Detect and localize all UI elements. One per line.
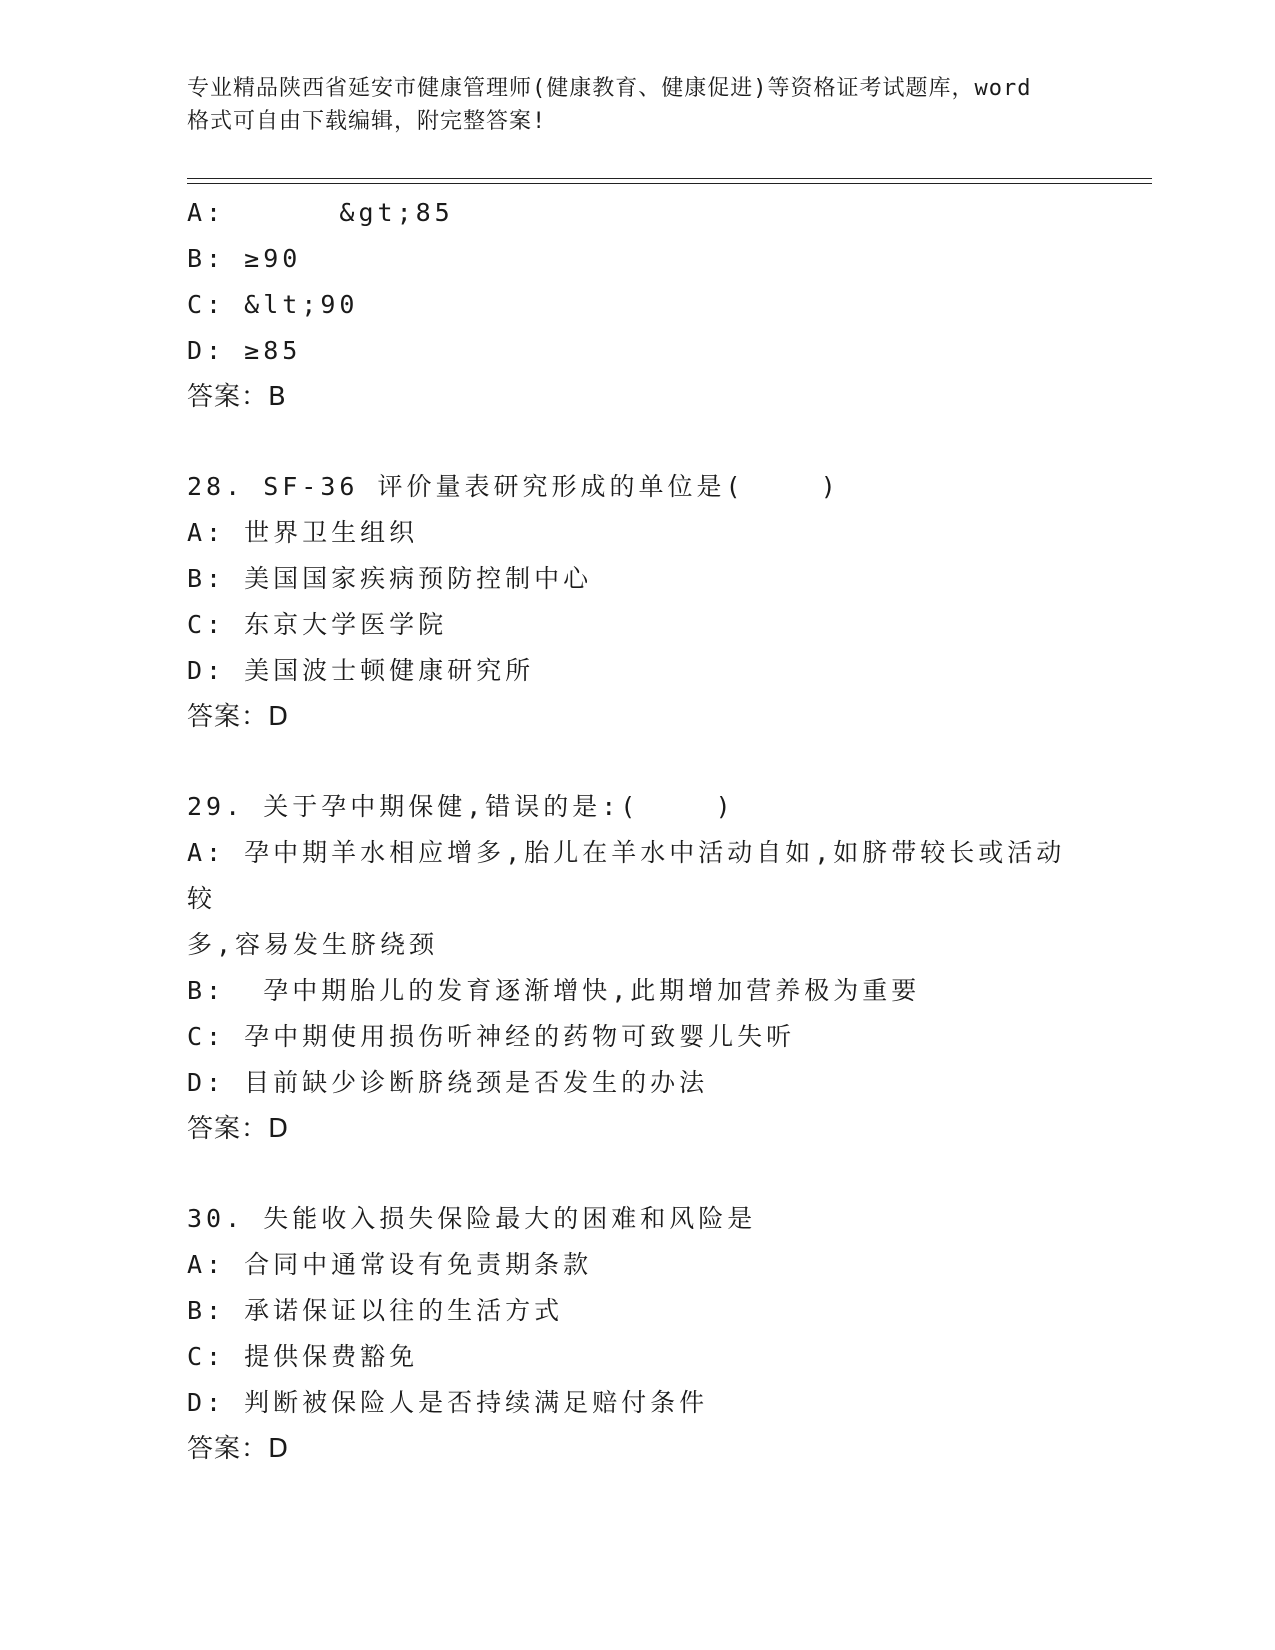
option-b: B: 美国国家疾病预防控制中心 — [187, 564, 593, 593]
option-a: A: 合同中通常设有免责期条款 — [187, 1250, 593, 1279]
question-27-block — [187, 190, 1087, 420]
answer: 答案：B — [187, 382, 287, 412]
option-a-line-1: A: 孕中期羊水相应增多,胎儿在羊水中活动自如,如脐带较长或活动较 — [187, 838, 1066, 913]
option-a: A: 世界卫生组织 — [187, 518, 419, 547]
option-c: C: &lt;90 — [187, 290, 359, 319]
question-30-block — [187, 1196, 1087, 1472]
question-text: 28. SF-36 评价量表研究形成的单位是( ) — [187, 472, 840, 501]
header-line-1: 专业精品陕西省延安市健康管理师(健康教育、健康促进)等资格证考试题库，word — [187, 76, 1032, 101]
question-28-block — [187, 464, 1087, 740]
option-c: C: 东京大学医学院 — [187, 610, 448, 639]
option-b: B: ≥90 — [187, 244, 302, 273]
option-d: D: 判断被保险人是否持续满足赔付条件 — [187, 1388, 709, 1417]
question-text: 30. 失能收入损失保险最大的困难和风险是 — [187, 1204, 757, 1233]
option-b: B: 承诺保证以往的生活方式 — [187, 1296, 564, 1325]
option-d: D: ≥85 — [187, 336, 302, 365]
option-a: A: &gt;85 — [187, 198, 454, 227]
answer: 答案：D — [187, 1434, 290, 1464]
option-c: C: 孕中期使用损伤听神经的药物可致婴儿失听 — [187, 1022, 796, 1051]
option-d: D: 美国波士顿健康研究所 — [187, 656, 535, 685]
question-list — [187, 190, 1087, 1472]
option-b: B: 孕中期胎儿的发育逐渐增快,此期增加营养极为重要 — [187, 976, 921, 1005]
document-header — [187, 72, 1087, 138]
answer: 答案：D — [187, 1114, 290, 1144]
option-a-line-2: 多,容易发生脐绕颈 — [187, 930, 439, 959]
header-divider-bottom — [187, 183, 1152, 184]
option-c: C: 提供保费豁免 — [187, 1342, 419, 1371]
answer: 答案：D — [187, 702, 290, 732]
option-d: D: 目前缺少诊断脐绕颈是否发生的办法 — [187, 1068, 709, 1097]
question-text: 29. 关于孕中期保健,错误的是:( ) — [187, 792, 735, 821]
question-29-block — [187, 784, 1087, 1152]
header-line-2: 格式可自由下载编辑，附完整答案! — [187, 109, 547, 134]
header-divider-top — [187, 178, 1152, 179]
